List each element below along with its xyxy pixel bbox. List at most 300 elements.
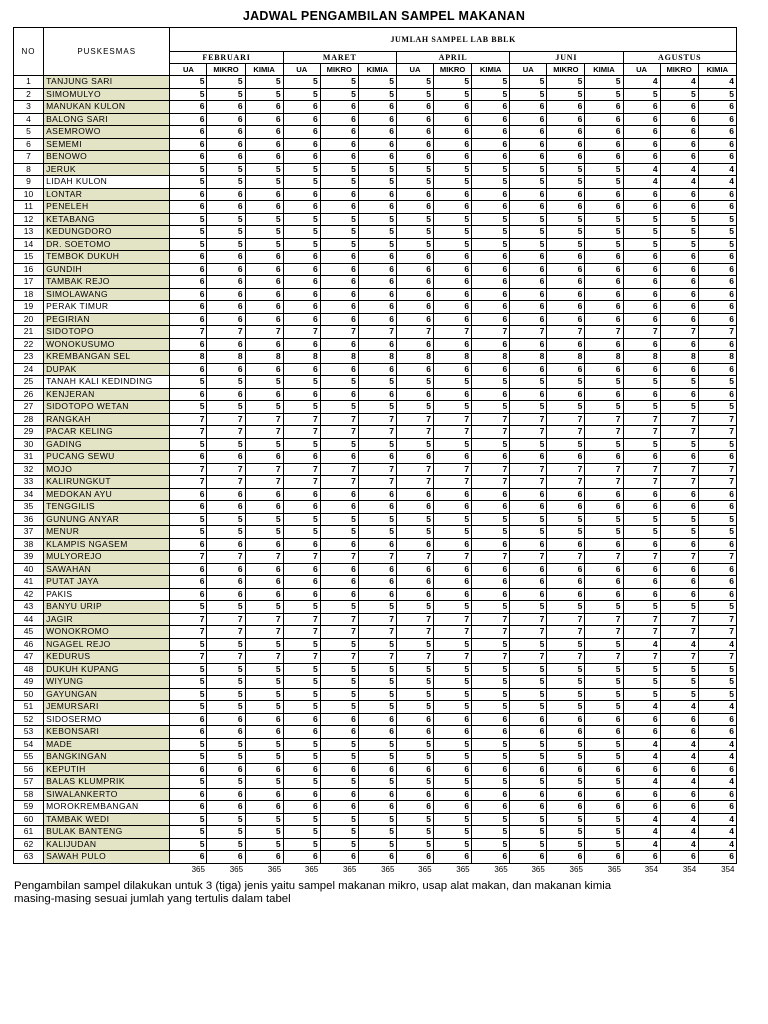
sample-count-cell: 4: [698, 813, 736, 826]
sample-count-cell: 5: [320, 663, 358, 676]
sample-count-cell: 5: [358, 688, 396, 701]
sample-count-cell: 7: [245, 426, 283, 439]
puskesmas-name: TAMBAK REJO: [44, 276, 170, 289]
row-number: 39: [14, 551, 44, 564]
row-number: 53: [14, 726, 44, 739]
sample-count-cell: 6: [396, 588, 433, 601]
sample-count-cell: 6: [698, 801, 736, 814]
sample-count-cell: 6: [660, 388, 698, 401]
sample-count-cell: 6: [170, 563, 207, 576]
sample-count-cell: 7: [320, 626, 358, 639]
sample-count-cell: 5: [358, 438, 396, 451]
sample-count-cell: 7: [547, 476, 585, 489]
sample-count-cell: 5: [358, 813, 396, 826]
sample-count-cell: 6: [472, 788, 510, 801]
sample-count-cell: 6: [207, 763, 245, 776]
sample-count-cell: 5: [207, 751, 245, 764]
sample-count-cell: 6: [283, 788, 320, 801]
puskesmas-name: TANAH KALI KEDINDING: [44, 376, 170, 389]
sample-count-cell: 5: [510, 663, 547, 676]
sample-count-cell: 6: [320, 113, 358, 126]
sample-count-cell: 7: [547, 551, 585, 564]
sample-count-cell: 5: [358, 676, 396, 689]
sample-count-cell: 7: [698, 626, 736, 639]
sample-count-cell: 5: [510, 526, 547, 539]
sample-count-cell: 7: [396, 476, 433, 489]
sample-count-cell: 4: [623, 838, 660, 851]
sample-count-cell: 6: [434, 713, 472, 726]
sample-count-cell: 5: [547, 176, 585, 189]
sample-count-cell: 6: [510, 288, 547, 301]
sample-count-cell: 7: [207, 551, 245, 564]
sample-count-cell: 7: [698, 463, 736, 476]
sample-count-cell: 6: [623, 151, 660, 164]
sample-count-cell: 6: [320, 588, 358, 601]
sample-count-cell: 6: [510, 363, 547, 376]
puskesmas-name: ASEMROWO: [44, 126, 170, 139]
sample-count-cell: 6: [320, 126, 358, 139]
sample-count-cell: 6: [547, 151, 585, 164]
puskesmas-name: TEMBOK DUKUH: [44, 251, 170, 264]
sample-count-cell: 5: [170, 401, 207, 414]
sample-count-cell: 6: [358, 263, 396, 276]
sample-count-cell: 5: [358, 738, 396, 751]
table-row: [14, 551, 737, 564]
sample-count-cell: 5: [547, 751, 585, 764]
sample-count-cell: 5: [396, 663, 433, 676]
month-header: APRIL: [396, 52, 509, 64]
sample-count-cell: 6: [623, 801, 660, 814]
sample-count-cell: 6: [547, 276, 585, 289]
sample-count-cell: 5: [320, 513, 358, 526]
row-number: 36: [14, 513, 44, 526]
sample-count-cell: 7: [660, 426, 698, 439]
sample-count-cell: 5: [510, 676, 547, 689]
sample-count-cell: 7: [396, 626, 433, 639]
sample-count-cell: 6: [434, 301, 472, 314]
sample-count-cell: 7: [245, 626, 283, 639]
sample-count-cell: 6: [207, 488, 245, 501]
sample-count-cell: 6: [660, 726, 698, 739]
sample-count-cell: 8: [698, 351, 736, 364]
sample-count-cell: 6: [472, 451, 510, 464]
sample-count-cell: 7: [510, 651, 547, 664]
sample-count-cell: 6: [623, 451, 660, 464]
table-row: [14, 301, 737, 314]
sample-count-cell: 6: [170, 488, 207, 501]
sample-count-cell: 5: [547, 88, 585, 101]
puskesmas-name: WIYUNG: [44, 676, 170, 689]
puskesmas-name: KEPUTIH: [44, 763, 170, 776]
sample-count-cell: 6: [547, 713, 585, 726]
sample-count-cell: 6: [623, 313, 660, 326]
sample-count-cell: 5: [472, 776, 510, 789]
sample-count-cell: 7: [245, 463, 283, 476]
sample-count-cell: 6: [510, 713, 547, 726]
sample-count-cell: 6: [547, 501, 585, 514]
sample-count-cell: 5: [396, 438, 433, 451]
sample-count-cell: 7: [510, 476, 547, 489]
sample-count-cell: 6: [623, 138, 660, 151]
sample-count-cell: 7: [698, 326, 736, 339]
sample-count-cell: 4: [698, 751, 736, 764]
sample-count-cell: 5: [358, 701, 396, 714]
sample-count-cell: 5: [207, 688, 245, 701]
sample-count-cell: 5: [358, 751, 396, 764]
sample-count-cell: 6: [585, 313, 623, 326]
sample-count-cell: 6: [660, 588, 698, 601]
sample-count-cell: 7: [396, 463, 433, 476]
sample-count-cell: 4: [698, 638, 736, 651]
sample-count-cell: 6: [434, 388, 472, 401]
sample-count-cell: 7: [434, 651, 472, 664]
sample-count-cell: 6: [472, 113, 510, 126]
sample-count-cell: 5: [170, 663, 207, 676]
sample-count-cell: 5: [434, 826, 472, 839]
sample-count-cell: 4: [623, 751, 660, 764]
sample-count-cell: 5: [585, 838, 623, 851]
sample-count-cell: 4: [623, 76, 660, 89]
sample-count-cell: 5: [698, 663, 736, 676]
sample-count-cell: 6: [245, 151, 283, 164]
sample-count-cell: 6: [207, 126, 245, 139]
row-number: 30: [14, 438, 44, 451]
sample-count-cell: 6: [472, 851, 510, 864]
sample-count-cell: 5: [170, 88, 207, 101]
puskesmas-name: JAGIR: [44, 613, 170, 626]
sample-count-cell: 6: [660, 101, 698, 114]
table-row: [14, 376, 737, 389]
sample-count-cell: 6: [547, 388, 585, 401]
sample-count-cell: 7: [283, 326, 320, 339]
column-header-jumlah-sampel: JUMLAH SAMPEL LAB BBLK: [170, 28, 737, 52]
sample-count-cell: 5: [396, 688, 433, 701]
sample-count-cell: 5: [170, 813, 207, 826]
sample-count-cell: 6: [623, 363, 660, 376]
sample-count-cell: 4: [623, 776, 660, 789]
puskesmas-name: BULAK BANTENG: [44, 826, 170, 839]
sample-count-cell: 6: [396, 388, 433, 401]
sample-count-cell: 4: [698, 163, 736, 176]
sample-count-cell: 6: [170, 101, 207, 114]
sample-count-cell: 8: [396, 351, 433, 364]
sample-count-cell: 5: [245, 376, 283, 389]
sample-count-cell: 6: [660, 113, 698, 126]
sample-count-cell: 6: [320, 563, 358, 576]
sample-count-cell: 7: [547, 613, 585, 626]
sample-count-cell: 6: [320, 251, 358, 264]
sample-count-cell: 7: [358, 476, 396, 489]
table-row: [14, 476, 737, 489]
sample-count-cell: 6: [585, 363, 623, 376]
sample-count-cell: 5: [358, 826, 396, 839]
sample-count-cell: 5: [472, 663, 510, 676]
row-number: 4: [14, 113, 44, 126]
sample-count-cell: 6: [434, 188, 472, 201]
puskesmas-name: KEDUNGDORO: [44, 226, 170, 239]
sample-count-cell: 6: [170, 138, 207, 151]
sample-count-cell: 5: [320, 826, 358, 839]
sample-count-cell: 5: [698, 213, 736, 226]
sample-count-cell: 5: [547, 513, 585, 526]
sample-count-cell: 7: [698, 476, 736, 489]
sample-count-cell: 6: [396, 488, 433, 501]
sample-count-cell: 5: [698, 688, 736, 701]
sample-count-cell: 6: [472, 501, 510, 514]
table-row: [14, 251, 737, 264]
sample-count-cell: 6: [283, 538, 320, 551]
sample-count-cell: 6: [660, 126, 698, 139]
sample-count-cell: 6: [434, 563, 472, 576]
sample-count-cell: 5: [320, 163, 358, 176]
sample-count-cell: 5: [358, 601, 396, 614]
sample-count-cell: 7: [660, 326, 698, 339]
sample-count-cell: 6: [547, 201, 585, 214]
sample-count-cell: 5: [698, 601, 736, 614]
sample-count-cell: 7: [207, 613, 245, 626]
puskesmas-name: TANJUNG SARI: [44, 76, 170, 89]
sample-count-cell: 6: [434, 588, 472, 601]
sample-count-cell: 5: [510, 163, 547, 176]
sample-count-cell: 5: [245, 826, 283, 839]
sample-count-cell: 6: [472, 763, 510, 776]
sample-count-cell: 5: [320, 838, 358, 851]
sample-count-cell: 4: [698, 176, 736, 189]
sample-count-cell: 6: [472, 138, 510, 151]
sample-count-cell: 6: [660, 276, 698, 289]
sample-count-cell: 6: [585, 588, 623, 601]
row-number: 29: [14, 426, 44, 439]
sample-count-cell: 6: [320, 501, 358, 514]
sample-count-cell: 6: [585, 288, 623, 301]
sample-count-cell: 5: [207, 813, 245, 826]
row-number: 22: [14, 338, 44, 351]
sample-count-cell: 5: [510, 238, 547, 251]
table-row: [14, 463, 737, 476]
sample-count-cell: 5: [698, 401, 736, 414]
sample-count-cell: 6: [698, 588, 736, 601]
sample-count-cell: 6: [660, 763, 698, 776]
sample-count-cell: 6: [434, 851, 472, 864]
sample-count-cell: 7: [358, 326, 396, 339]
sample-count-cell: 7: [585, 613, 623, 626]
sample-count-cell: 6: [283, 763, 320, 776]
sample-count-cell: 5: [358, 776, 396, 789]
row-number: 37: [14, 526, 44, 539]
sample-count-cell: 6: [434, 538, 472, 551]
sample-count-cell: 5: [585, 513, 623, 526]
sample-count-cell: 5: [207, 163, 245, 176]
table-row: [14, 351, 737, 364]
sample-count-cell: 7: [170, 651, 207, 664]
sample-count-cell: 5: [283, 176, 320, 189]
sample-count-cell: 6: [698, 151, 736, 164]
sample-count-cell: 6: [245, 113, 283, 126]
sample-count-cell: 6: [170, 313, 207, 326]
sample-count-cell: 6: [547, 726, 585, 739]
sample-count-cell: 6: [623, 113, 660, 126]
sample-count-cell: 7: [547, 426, 585, 439]
sample-count-cell: 6: [698, 251, 736, 264]
sample-count-cell: 5: [283, 163, 320, 176]
table-row: [14, 426, 737, 439]
sample-count-cell: 6: [510, 576, 547, 589]
sample-count-cell: 5: [396, 813, 433, 826]
sample-count-cell: 5: [510, 76, 547, 89]
sample-count-cell: 6: [585, 301, 623, 314]
sample-count-cell: 6: [434, 113, 472, 126]
sample-count-cell: 5: [245, 401, 283, 414]
row-number: 63: [14, 851, 44, 864]
sample-count-cell: 5: [358, 226, 396, 239]
sample-count-cell: 5: [396, 838, 433, 851]
sample-count-cell: 6: [396, 288, 433, 301]
table-row: [14, 613, 737, 626]
total-cell: 365: [267, 864, 282, 874]
sample-count-cell: 6: [320, 451, 358, 464]
sample-count-cell: 5: [245, 226, 283, 239]
sample-count-cell: 5: [245, 701, 283, 714]
sample-count-cell: 6: [170, 263, 207, 276]
sample-count-cell: 6: [283, 851, 320, 864]
sample-count-cell: 7: [660, 551, 698, 564]
sample-count-cell: 5: [585, 813, 623, 826]
sample-count-cell: 6: [358, 576, 396, 589]
table-row: [14, 601, 737, 614]
sample-count-cell: 6: [472, 251, 510, 264]
puskesmas-name: DUPAK: [44, 363, 170, 376]
row-number: 33: [14, 476, 44, 489]
sample-count-cell: 5: [698, 238, 736, 251]
sample-count-cell: 5: [510, 88, 547, 101]
sample-count-cell: 5: [585, 776, 623, 789]
subcolumn-header: MIKRO: [547, 64, 585, 76]
sample-count-cell: 5: [283, 676, 320, 689]
puskesmas-name: WONOKUSUMO: [44, 338, 170, 351]
sample-count-cell: 6: [245, 288, 283, 301]
sample-count-cell: 6: [358, 801, 396, 814]
sample-count-cell: 5: [510, 513, 547, 526]
sample-count-cell: 7: [510, 426, 547, 439]
sample-count-cell: 6: [207, 188, 245, 201]
sample-count-cell: 5: [396, 513, 433, 526]
sample-count-cell: 5: [585, 376, 623, 389]
sample-count-cell: 6: [472, 288, 510, 301]
sample-count-cell: 5: [660, 213, 698, 226]
subcolumn-header: UA: [510, 64, 547, 76]
sample-count-cell: 4: [660, 701, 698, 714]
sample-schedule-table: [13, 27, 737, 875]
sample-count-cell: 8: [283, 351, 320, 364]
sample-count-cell: 5: [472, 838, 510, 851]
table-row: [14, 288, 737, 301]
sample-count-cell: 6: [396, 788, 433, 801]
sample-count-cell: 5: [623, 513, 660, 526]
row-number: 34: [14, 488, 44, 501]
totals-spacer: [14, 863, 170, 875]
sample-count-cell: 6: [547, 338, 585, 351]
subcolumn-header: KIMIA: [472, 64, 510, 76]
sample-count-cell: 8: [660, 351, 698, 364]
sample-count-cell: 5: [207, 226, 245, 239]
row-number: 9: [14, 176, 44, 189]
table-body: [14, 76, 737, 864]
puskesmas-name: GADING: [44, 438, 170, 451]
puskesmas-name: SIDOTOPO WETAN: [44, 401, 170, 414]
sample-count-cell: 5: [510, 176, 547, 189]
sample-count-cell: 4: [698, 826, 736, 839]
sample-count-cell: 6: [510, 563, 547, 576]
sample-count-cell: 5: [585, 663, 623, 676]
puskesmas-name: KALIRUNGKUT: [44, 476, 170, 489]
sample-count-cell: 5: [245, 176, 283, 189]
sample-count-cell: 6: [547, 801, 585, 814]
sample-count-cell: 6: [510, 501, 547, 514]
sample-count-cell: 6: [660, 851, 698, 864]
sample-count-cell: 7: [623, 426, 660, 439]
sample-count-cell: 7: [320, 326, 358, 339]
sample-count-cell: 5: [472, 826, 510, 839]
sample-count-cell: 6: [510, 538, 547, 551]
sample-count-cell: 6: [207, 201, 245, 214]
sample-count-cell: 5: [585, 826, 623, 839]
sample-count-cell: 5: [472, 513, 510, 526]
table-row: [14, 88, 737, 101]
sample-count-cell: 6: [698, 501, 736, 514]
sample-count-cell: 6: [472, 126, 510, 139]
sample-count-cell: 6: [547, 188, 585, 201]
sample-count-cell: 6: [245, 488, 283, 501]
sample-count-cell: 5: [547, 238, 585, 251]
puskesmas-name: KLAMPIS NGASEM: [44, 538, 170, 551]
sample-count-cell: 6: [585, 388, 623, 401]
sample-count-cell: 7: [585, 551, 623, 564]
sample-count-cell: 6: [510, 126, 547, 139]
sample-count-cell: 6: [510, 388, 547, 401]
sample-count-cell: 5: [510, 226, 547, 239]
sample-count-cell: 7: [585, 651, 623, 664]
sample-count-cell: 5: [358, 213, 396, 226]
sample-count-cell: 6: [585, 138, 623, 151]
sample-count-cell: 5: [472, 76, 510, 89]
sample-count-cell: 7: [283, 413, 320, 426]
sample-count-cell: 6: [434, 313, 472, 326]
sample-count-cell: 5: [585, 738, 623, 751]
subcolumn-header: UA: [623, 64, 660, 76]
table-row: [14, 226, 737, 239]
sample-count-cell: 5: [170, 701, 207, 714]
sample-count-cell: 5: [434, 838, 472, 851]
sample-count-cell: 6: [585, 251, 623, 264]
sample-count-cell: 5: [472, 88, 510, 101]
subcolumn-header: KIMIA: [358, 64, 396, 76]
sample-count-cell: 6: [207, 363, 245, 376]
sample-count-cell: 5: [510, 638, 547, 651]
sample-count-cell: 7: [358, 626, 396, 639]
sample-count-cell: 6: [320, 201, 358, 214]
sample-count-cell: 6: [207, 101, 245, 114]
sample-count-cell: 5: [547, 688, 585, 701]
sample-count-cell: 5: [396, 638, 433, 651]
sample-count-cell: 5: [623, 226, 660, 239]
sample-count-cell: 7: [434, 426, 472, 439]
puskesmas-name: SEMEMI: [44, 138, 170, 151]
sample-count-cell: 5: [434, 776, 472, 789]
sample-count-cell: 6: [623, 726, 660, 739]
sample-count-cell: 6: [698, 563, 736, 576]
table-row: [14, 713, 737, 726]
sample-count-cell: 6: [472, 301, 510, 314]
